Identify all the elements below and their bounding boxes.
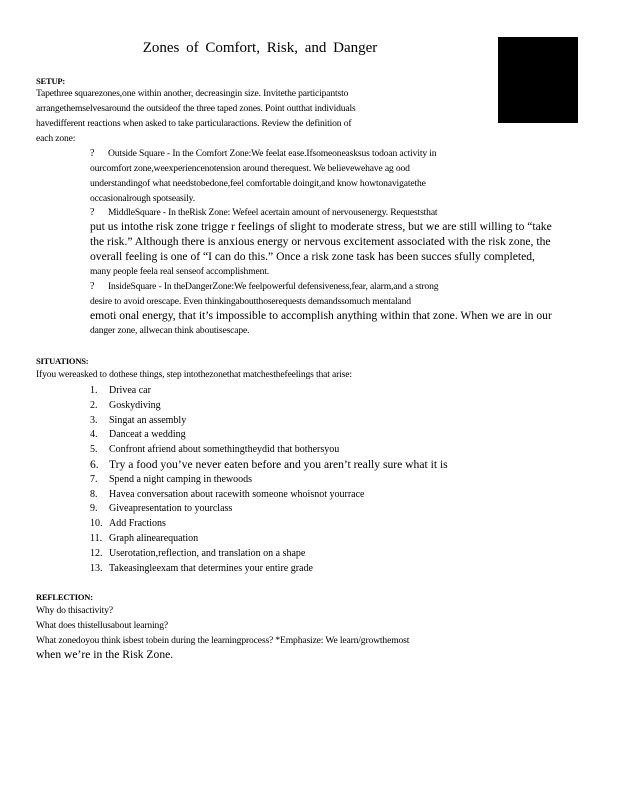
list-item	[90, 384, 448, 399]
zone-middle-line: the risk.” Although there is anxious energy or nervous excitement associated with the risk zone, the	[90, 235, 551, 248]
item-number: 10.	[90, 518, 103, 530]
setup-line: each zone:	[36, 133, 76, 144]
reflection-last-line: when we’re in the Risk Zone.	[36, 648, 174, 661]
item-number: 13.	[90, 562, 103, 574]
setup-line: Tapethree squarezones,one within another, decreasingin size. Invitethe participantsto	[36, 88, 349, 99]
situations-heading: SITUATIONS:	[36, 356, 89, 366]
list-item	[90, 502, 448, 517]
zone-middle-line: overall feeling is one of “I can do this.” Once a risk zone task has been succes sfully completed,	[90, 250, 535, 263]
item-text: Drivea car	[109, 385, 151, 396]
item-text: Try a food you’ve never eaten before and you aren’t really sure what it is	[109, 457, 448, 471]
list-item	[90, 473, 448, 488]
list-item	[90, 517, 448, 532]
zone-middle-line: MiddleSquare - In theRisk Zone: Wefeel acertain amount of nervousenergy. Requeststhat	[108, 207, 438, 218]
zone-inside-line: desire to avoid orescape. Even thinkingaboutthoserequests demandssomuch mentaland	[90, 296, 411, 307]
setup-line: arrangethemselvesaround the outsideof the three taped zones. Point outthat individuals	[36, 103, 356, 114]
page-title: Zones of Comfort, Risk, and Danger	[142, 40, 378, 56]
item-number: 1.	[90, 385, 98, 396]
item-text: Graph alinearequation	[109, 532, 199, 544]
reflection-line: What does thistellusabout learning?	[36, 620, 168, 631]
zone-outside-line: ourcomfort zone,weexperiencenotension around therequest. We believewehave ag ood	[90, 163, 410, 174]
item-number: 6.	[90, 457, 99, 471]
item-text: Userotation,reflection, and translation on a shape	[109, 547, 306, 559]
item-text: Add Fractions	[109, 518, 166, 530]
bullet-marker: ?	[90, 148, 95, 159]
item-number: 9.	[90, 503, 98, 515]
setup-line: havedifferent reactions when asked to take particularactions. Review the definition of	[36, 118, 352, 129]
item-number: 3.	[90, 414, 98, 426]
item-number: 4.	[90, 429, 98, 441]
setup-heading: SETUP:	[36, 76, 66, 86]
zone-middle-line: put us intothe risk zone trigge r feelings of slight to moderate stress, but we are still willing to “take	[90, 220, 552, 233]
list-item	[90, 428, 448, 443]
reflection-line: What zonedoyou think isbest tobein during the learningprocess? *Emphasize: We learn/growthemost	[36, 635, 410, 646]
situations-intro: Ifyou wereasked to dothese things, step intothezonethat matchesthefeelings that arise:	[36, 369, 352, 380]
bullet-marker: ?	[90, 207, 95, 218]
item-number: 8.	[90, 488, 98, 500]
item-number: 11.	[90, 532, 103, 544]
list-item	[90, 414, 448, 429]
item-text: Goskydiving	[109, 399, 161, 411]
list-item	[90, 399, 448, 414]
item-text: Danceat a wedding	[109, 429, 186, 441]
list-item	[90, 547, 448, 562]
list-item	[90, 532, 448, 547]
bullet-marker: ?	[90, 281, 95, 292]
zone-outside-line: Outside Square - In the Comfort Zone:We feelat ease.Ifsomeoneasksus todoan activity in	[108, 148, 437, 159]
list-item	[90, 458, 448, 473]
zone-outside-line: understandingof what needstobedone,feel comfortable doingit,and know howtonavigatethe	[90, 178, 426, 189]
zone-inside-line: InsideSquare - In theDangerZone:We feelpowerful defensiveness,fear, alarm,and a strong	[108, 281, 439, 292]
item-text: Spend a night camping in thewoods	[109, 473, 253, 485]
list-item	[90, 562, 448, 577]
item-number: 7.	[90, 473, 98, 485]
reflection-heading: REFLECTION:	[36, 592, 93, 602]
zone-outside-line: occasionalrough spotseasily.	[90, 193, 195, 204]
item-text: Singat an assembly	[109, 414, 187, 426]
zone-middle-line: many people feela real senseof accomplishment.	[90, 266, 270, 277]
item-text: Havea conversation about racewith someone whoisnot yourrace	[109, 488, 365, 500]
item-number: 2.	[90, 399, 98, 411]
situations-list	[90, 384, 448, 576]
item-text: Confront afriend about somethingtheydid that bothersyou	[109, 444, 340, 456]
item-number: 5.	[90, 444, 98, 456]
list-item	[90, 443, 448, 458]
zone-inside-line: danger zone, allwecan think aboutisescape.	[90, 325, 250, 336]
item-number: 12.	[90, 547, 103, 559]
item-text: Giveapresentation to yourclass	[109, 503, 233, 515]
list-item	[90, 488, 448, 503]
reflection-line: Why do thisactivity?	[36, 605, 113, 616]
zone-inside-line: emoti onal energy, that it’s impossible to accomplish anything within that zone. When we are in our	[90, 309, 552, 322]
item-text: Takeasingleexam that determines your entire grade	[109, 562, 313, 574]
